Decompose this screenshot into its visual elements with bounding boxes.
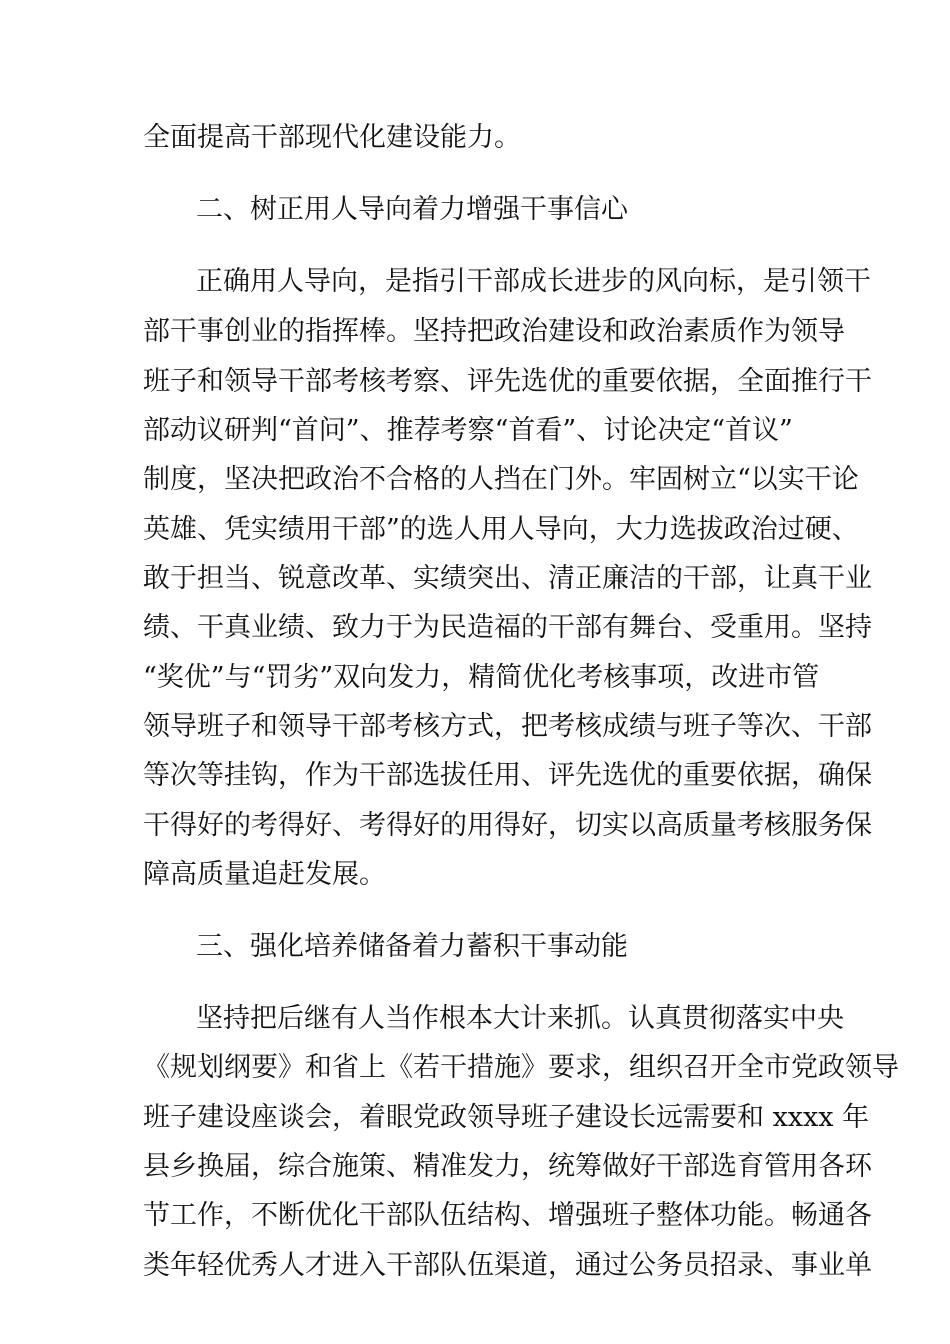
paragraph-line: 制度，坚决把政治不合格的人挡在门外。牢固树立“以实干论 xyxy=(143,464,859,495)
paragraph-line: 《规划纲要》和省上《若干措施》要求，组织召开全市党政领导 xyxy=(143,1052,899,1083)
paragraph-line: “奖优”与“罚劣”双向发力，精简优化考核事项，改进市管 xyxy=(143,662,820,693)
paragraph-line: 节工作，不断优化干部队伍结构、增强班子整体功能。畅通各 xyxy=(143,1200,872,1231)
paragraph-line: 干得好的考得好、考得好的用得好，切实以高质量考核服务保 xyxy=(143,810,872,841)
paragraph-line: 等次等挂钩，作为干部选拔任用、评先选优的重要依据，确保 xyxy=(143,760,872,791)
paragraph-line: 县乡换届，综合施策、精准发力，统筹做好干部选育管用各环 xyxy=(143,1151,872,1182)
paragraph-line: 部动议研判“首问”、推荐考察“首看”、讨论决定“首议” xyxy=(143,415,793,446)
paragraph-line: 障高质量追赶发展。 xyxy=(143,859,386,890)
paragraph-line: 坚持把后继有人当作根本大计来抓。认真贯彻落实中央 xyxy=(196,1003,844,1034)
paragraph-line: 英雄、凭实绩用干部”的选人用人导向，大力选拔政治过硬、 xyxy=(143,514,859,545)
paragraph-line: 正确用人导向，是指引干部成长进步的风向标，是引领干 xyxy=(196,266,871,297)
paragraph-line: 部干事创业的指挥棒。坚持把政治建设和政治素质作为领导 xyxy=(143,316,845,347)
paragraph-line: 类年轻优秀人才进入干部队伍渠道，通过公务员招录、事业单 xyxy=(143,1250,872,1281)
paragraph-line: 班子和领导干部考核考察、评先选优的重要依据，全面推行干 xyxy=(143,366,872,397)
paragraph-line: 全面提高干部现代化建设能力。 xyxy=(143,122,521,153)
section-heading: 二、树正用人导向着力增强干事信心 xyxy=(196,194,628,225)
paragraph-line: 班子建设座谈会，着眼党政领导班子建设长远需要和 xxxx 年 xyxy=(143,1102,870,1133)
paragraph-line: 绩、干真业绩、致力于为民造福的干部有舞台、受重用。坚持 xyxy=(143,612,872,643)
section-heading: 三、强化培养储备着力蓄积干事动能 xyxy=(196,931,628,962)
paragraph-line: 领导班子和领导干部考核方式，把考核成绩与班子等次、干部 xyxy=(143,711,872,742)
paragraph-line: 敢于担当、锐意改革、实绩突出、清正廉洁的干部，让真干业 xyxy=(143,563,872,594)
